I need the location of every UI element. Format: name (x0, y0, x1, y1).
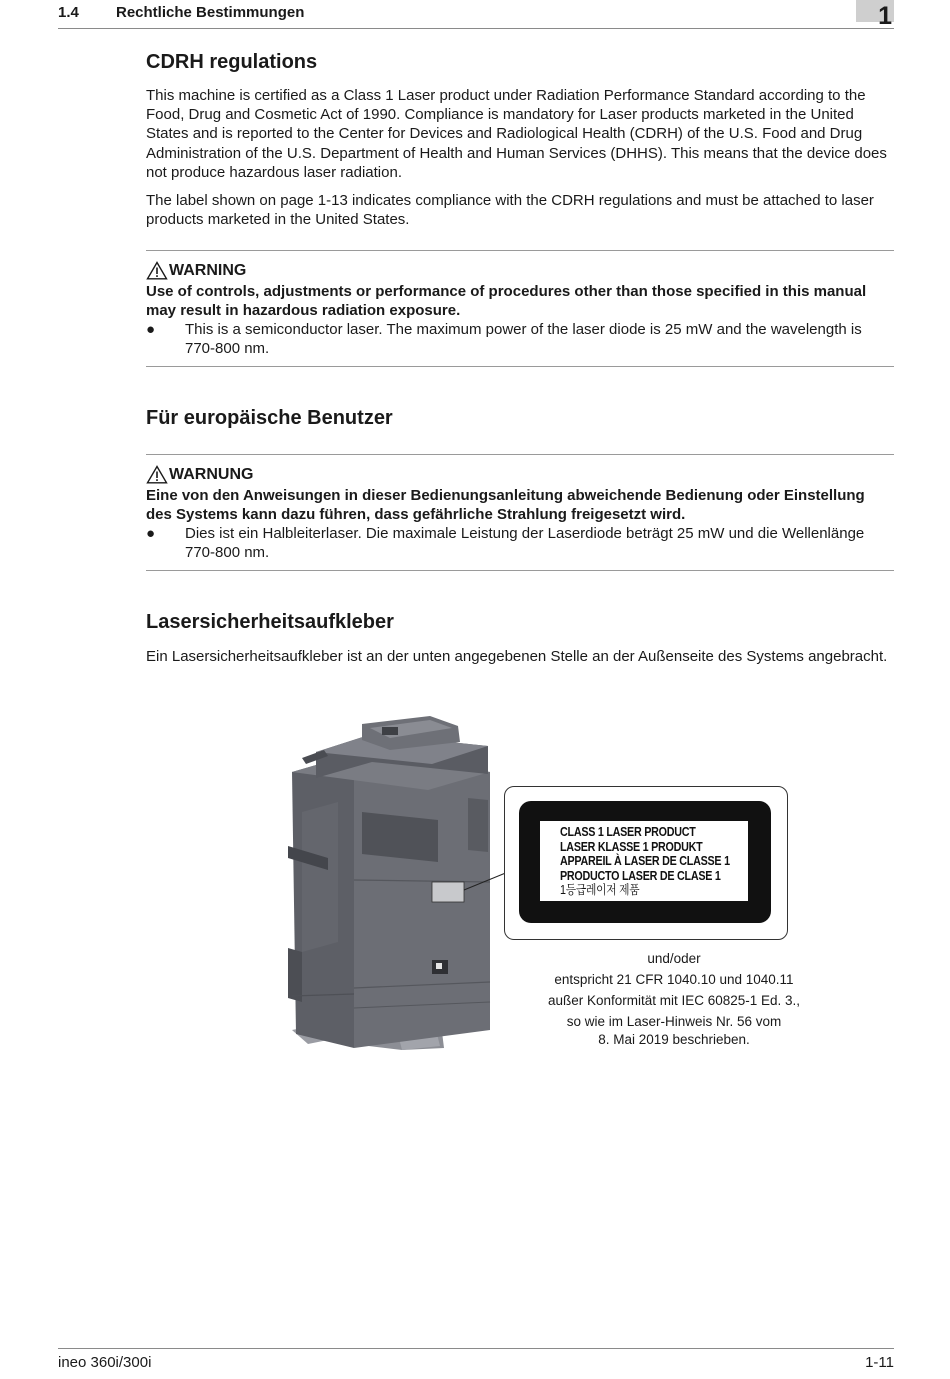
page-number: 1-11 (865, 1354, 894, 1371)
divider (146, 366, 894, 367)
cdrh-warning-heading (146, 261, 246, 280)
caption-line: entspricht 21 CFR 1040.10 und 1040.11 (554, 972, 794, 987)
caption-line: 8. Mai 2019 beschrieben. (598, 1032, 750, 1047)
laser-label (519, 801, 771, 923)
sticker-heading: Lasersicherheitsaufkleber (146, 611, 394, 633)
eu-bullet-text: Dies ist ein Halbleiterlaser. Die maximale Leistung der Laserdiode beträgt 25 mW und die Wellenlänge 770-800 nm. (185, 525, 865, 562)
eu-warning-text: Eine von den Anweisungen in dieser Bedienungsanleitung abweichende Bedienung oder Einstellung des Systems kann dazu führen, dass gefährliche Strahlung freigesetzt wird. (146, 487, 865, 524)
caption-line: und/oder (647, 951, 701, 966)
model-name: ineo 360i/300i (58, 1354, 152, 1371)
laser-label-callout (504, 786, 788, 940)
warning-title: WARNUNG (169, 465, 254, 483)
divider (146, 250, 894, 251)
cdrh-heading: CDRH regulations (146, 51, 318, 73)
cdrh-paragraph-1: This machine is certified as a Class 1 Laser product under Radiation Performance Standard according to the Food, Drug and Cosmetic Act of 1990. Compliance is mandatory for Laser products marketed in the United States and is reported to the Center for Devices and Radiological Health (CDRH) of the U.S. Food and Drug Administration of the U.S. Department of Health and Human Services (DHHS). This means that the device does not produce hazardous laser radiation. (146, 87, 887, 181)
cdrh-paragraph-2: The label shown on page 1-13 indicates compliance with the CDRH regulations and must be attached to laser products marketed in the United States. (146, 192, 874, 229)
label-line: 1등급레이저 제품 (560, 883, 640, 897)
cdrh-warning-text: Use of controls, adjustments or performance of procedures other than those specified in this manual may result in hazardous radiation exposure. (146, 283, 867, 320)
sticker-paragraph: Ein Lasersicherheitsaufkleber ist an der unten angegebenen Stelle an der Außenseite des Systems angebracht. (146, 648, 888, 665)
page-header (58, 0, 894, 29)
cdrh-bullet-text: This is a semiconductor laser. The maximum power of the laser diode is 25 mW and the wavelength is 770-800 nm. (185, 321, 862, 358)
warning-triangle-icon (146, 465, 168, 484)
label-line: PRODUCTO LASER DE CLASE 1 (560, 868, 721, 883)
divider (146, 570, 894, 571)
divider (146, 454, 894, 455)
warning-triangle-icon (146, 261, 168, 280)
laser-label-text-area (540, 821, 748, 901)
illustration-caption (530, 948, 818, 1047)
chapter-number: 1 (878, 2, 892, 30)
caption-line: so wie im Laser-Hinweis Nr. 56 vom (566, 1014, 782, 1029)
eu-heading: Für europäische Benutzer (146, 407, 393, 429)
warning-title: WARNING (169, 261, 247, 279)
eu-bullet (146, 524, 894, 562)
bullet-dot: ● (146, 321, 156, 338)
caption-line: außer Konformität mit IEC 60825-1 Ed. 3., (547, 993, 801, 1008)
cdrh-bullet (146, 320, 894, 358)
label-line: APPAREIL À LASER DE CLASSE 1 (560, 854, 730, 868)
bullet-dot: ● (146, 525, 156, 542)
eu-warning-heading (146, 465, 253, 484)
label-line: LASER KLASSE 1 PRODUKT (560, 839, 703, 854)
chapter-tab (856, 0, 894, 30)
page-footer (58, 1348, 894, 1371)
section-number: 1.4 (58, 4, 79, 21)
label-line: CLASS 1 LASER PRODUCT (560, 825, 696, 839)
section-title: Rechtliche Bestimmungen (116, 4, 305, 21)
